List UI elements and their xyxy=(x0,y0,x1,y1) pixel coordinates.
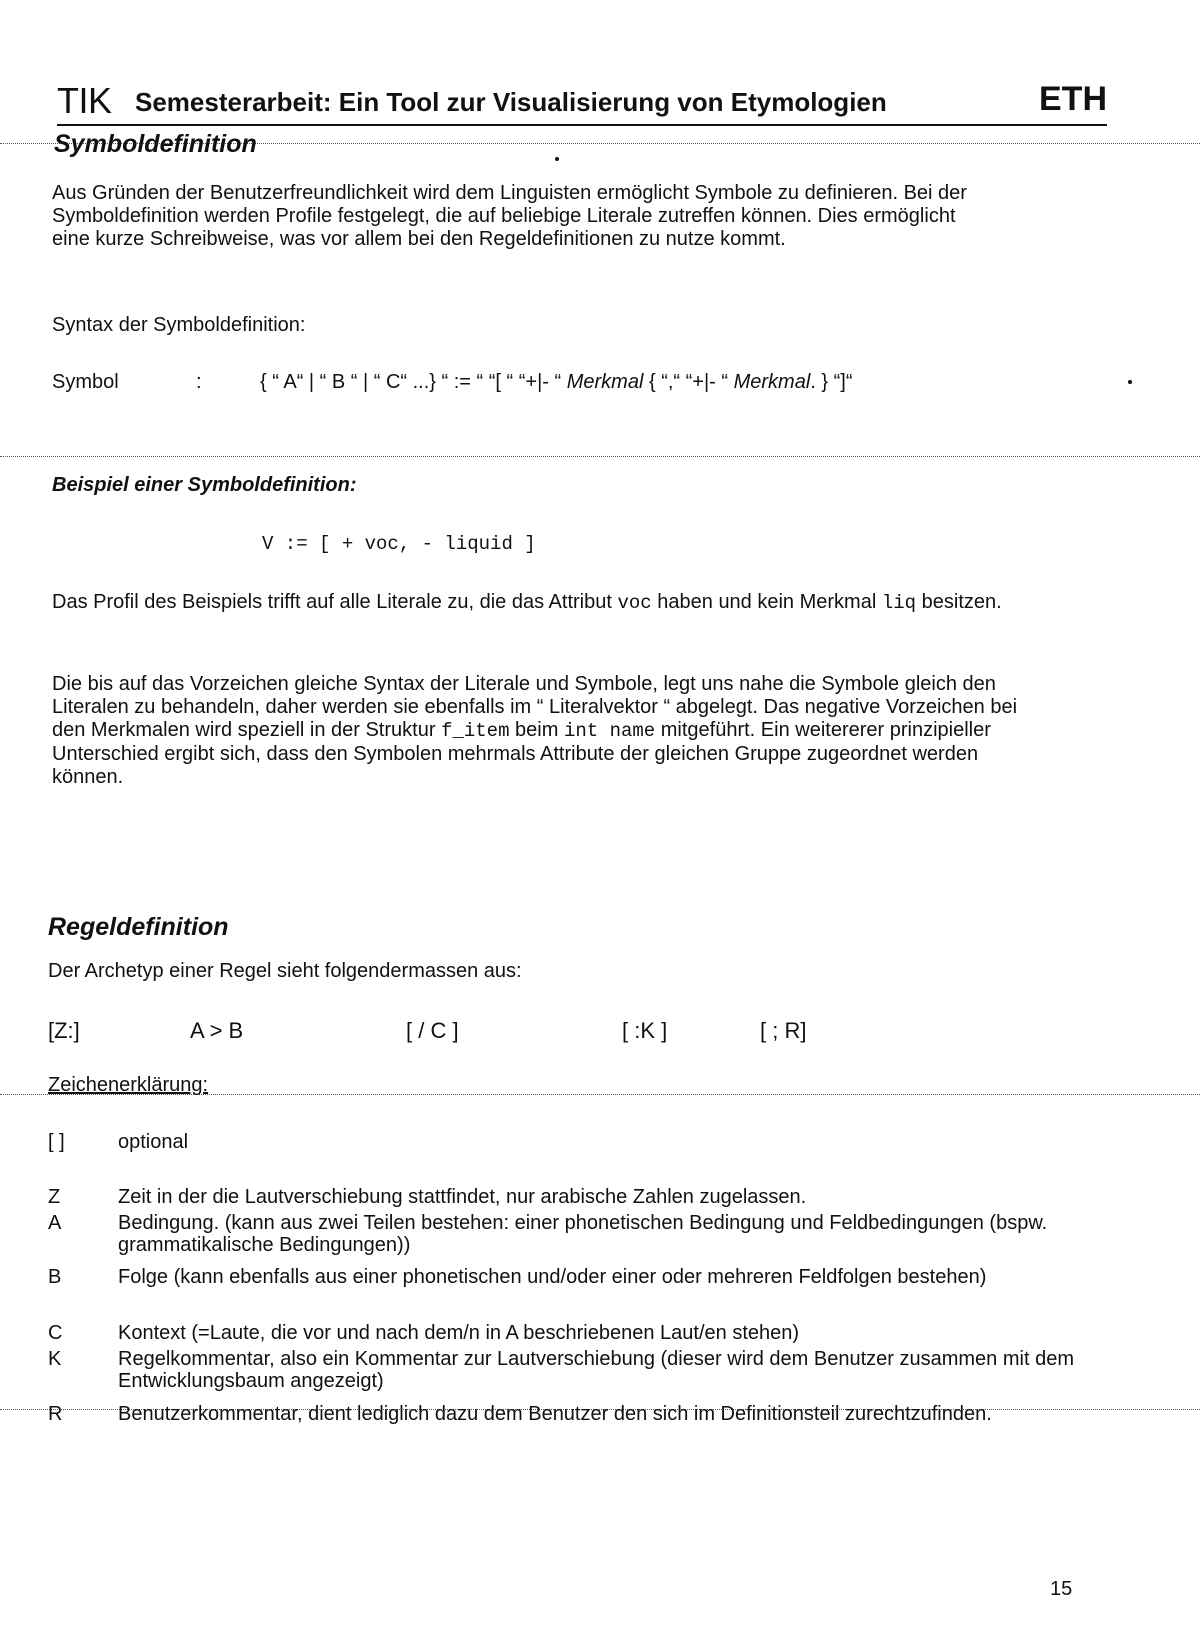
text: Das Profil des Beispiels trifft auf alle Literale zu, die das Attribut xyxy=(52,591,612,613)
archetype-c: [ / C ] xyxy=(406,1018,459,1043)
archetype-r: [ ; R] xyxy=(760,1018,807,1043)
syntax-colon: : xyxy=(196,371,202,393)
syntax-part: { “ A“ | “ B “ | “ C“ ...} “ := “ “[ “ “+|- “ xyxy=(260,371,562,393)
legend-title: Zeichenerklärung: xyxy=(48,1074,209,1096)
section-title-regeldefinition: Regeldefinition xyxy=(48,913,229,941)
legend-key: K xyxy=(48,1348,62,1370)
paragraph-profile xyxy=(52,591,1092,615)
text: haben und kein Merkmal xyxy=(657,591,877,613)
legend-text: Folge (kann ebenfalls aus einer phonetischen und/oder einer oder mehreren Feldfolgen bestehen) xyxy=(118,1266,987,1288)
legend-item xyxy=(48,1322,1138,1346)
code-voc: voc xyxy=(617,592,652,614)
page-header xyxy=(57,76,1107,126)
section-title-symboldefinition: Symboldefinition xyxy=(54,130,257,158)
code-int-name: int name xyxy=(563,720,656,742)
legend-text: Regelkommentar, also ein Kommentar zur Lautverschiebung (dieser wird dem Benutzer zusammen mit dem Entwicklungsbaum angezeigt) xyxy=(118,1348,1074,1392)
legend-item xyxy=(48,1131,1138,1155)
legend-item xyxy=(48,1348,1138,1394)
archetype-z: [Z:] xyxy=(48,1018,80,1043)
header-title: Semesterarbeit: Ein Tool zur Visualisierung von Etymologien xyxy=(135,87,887,117)
syntax-part: . } “]“ xyxy=(810,371,853,393)
code-liq: liq xyxy=(881,592,917,614)
syntax-rule xyxy=(52,371,1132,397)
legend-text: Zeit in der die Lautverschiebung stattfindet, nur arabische Zahlen zugelassen. xyxy=(118,1186,807,1208)
archetype-ab: A > B xyxy=(190,1018,244,1043)
syntax-merkmal: Merkmal xyxy=(733,371,811,393)
archetype-row xyxy=(48,1018,1048,1048)
syntax-definition xyxy=(260,371,853,394)
text: besitzen. xyxy=(921,591,1002,613)
text: beim xyxy=(515,719,559,741)
syntax-label: Syntax der Symboldefinition: xyxy=(52,314,306,336)
legend-item xyxy=(48,1186,1138,1210)
code-f-item: f_item xyxy=(441,720,510,742)
archetype-intro: Der Archetyp einer Regel sieht folgendermassen aus: xyxy=(48,960,522,982)
text: mitgeführt. Ein weitererer prinzipieller Unterschied ergibt sich, dass den Symbolen mehrmals Attribute der gleichen Gruppe zugeordnet werden können. xyxy=(52,719,991,788)
text: Die bis auf das Vorzeichen gleiche Syntax der Literale und Symbole, legt uns nahe die Symbole gleich den Literalen zu behandeln, daher werden sie ebenfalls im “ Literalvektor “ abgelegt. Das negative Vorzeichen bei den Merkmalen wird speziell in der Struktur xyxy=(52,673,1018,741)
paragraph-syntax-note xyxy=(52,673,1052,789)
header-tik: TIK xyxy=(57,80,112,121)
legend-item xyxy=(48,1403,1138,1449)
legend-text: Kontext (=Laute, die vor und nach dem/n in A beschriebenen Laut/en stehen) xyxy=(118,1322,800,1344)
legend-text: optional xyxy=(118,1131,189,1153)
page-number: 15 xyxy=(1050,1578,1073,1600)
legend-key: A xyxy=(48,1212,62,1234)
scan-line-2 xyxy=(0,456,1200,457)
legend-item xyxy=(48,1266,1138,1312)
archetype-k: [ :K ] xyxy=(622,1018,668,1043)
legend-text: Benutzerkommentar, dient lediglich dazu dem Benutzer den sich im Definitionsteil zurechtzufinden. xyxy=(118,1403,992,1425)
legend-key: [ ] xyxy=(48,1131,65,1153)
scan-speck xyxy=(555,157,559,161)
syntax-merkmal: Merkmal xyxy=(566,371,644,393)
syntax-part: { “,“ “+|- “ xyxy=(648,371,729,393)
example-code: V := [ + voc, - liquid ] xyxy=(262,533,536,555)
legend-key: C xyxy=(48,1322,63,1344)
paragraph-intro: Aus Gründen der Benutzerfreundlichkeit wird dem Linguisten ermöglicht Symbole zu definieren. Bei der Symboldefinition werden Profile festgelegt, die auf beliebige Literale zutreffen können. Dies ermöglicht eine kurze Schreibweise, was vor allem bei den Regeldefinitionen zu nutze kommt. xyxy=(52,182,967,250)
legend-key: R xyxy=(48,1403,63,1425)
header-eth: ETH xyxy=(1039,80,1107,118)
legend-key: Z xyxy=(48,1186,61,1208)
legend-key: B xyxy=(48,1266,62,1288)
legend-text: Bedingung. (kann aus zwei Teilen bestehen: einer phonetischen Bedingung und Feldbedingungen (bspw. grammatikalische Bedingungen)) xyxy=(118,1212,1048,1256)
syntax-lhs: Symbol xyxy=(52,371,119,393)
example-title: Beispiel einer Symboldefinition: xyxy=(52,474,357,496)
legend-item xyxy=(48,1212,1138,1258)
